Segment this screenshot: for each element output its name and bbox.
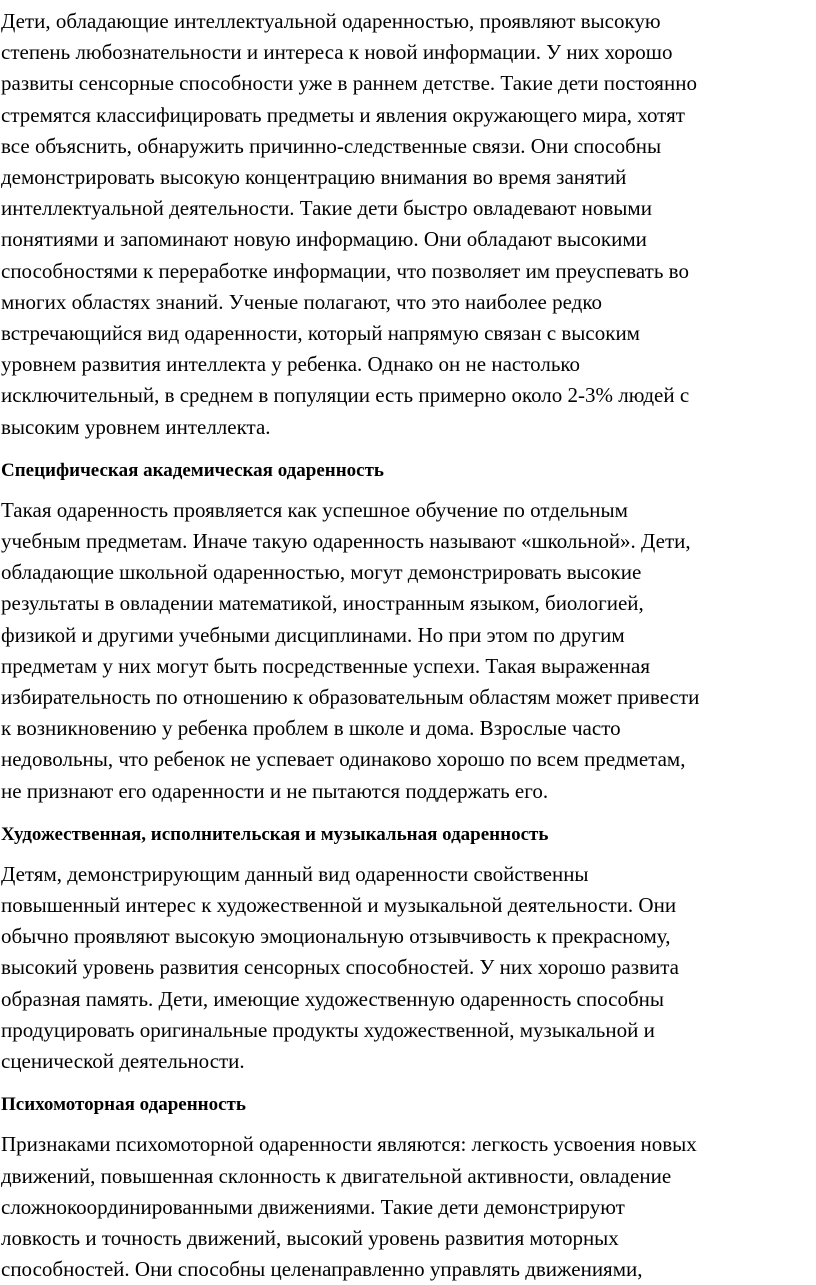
section-heading-academic: Специфическая академическая одаренность [1,459,384,481]
section-paragraph-psychomotor: Признаками психомоторной одаренности являются: легкость усвоения новых движений, повышенная склонность к двигательной активности, овладение сложнокоординированными движениями. Такие дети демонстрируют ловкость и точность движений, высокий уровень развития моторных способностей. Они способны целенаправленно управлять движениями, [1,1132,697,1282]
section-heading-artistic: Художественная, исполнительская и музыкальная одаренность [1,823,549,845]
section-paragraph-academic: Такая одаренность проявляется как успешное обучение по отдельным учебным предметам. Иначе такую одаренность называют «школьной». Дети, обладающие школьной одаренностью, могут демонстрировать высокие результаты в овладении математикой, иностранным языком, биологией, физикой и другими учебными дисциплинами. Но при этом по другим предметам у них могут быть посредственные успехи. Такая выраженная избирательность по отношению к образовательным областям может привести к возникновению у ребенка проблем в школе и дома. Взрослые часто недовольны, что ребенок не успевает одинаково хорошо по всем предметам, не признают его одаренности и не пытаются поддержать его. [1,497,700,803]
intro-paragraph: Дети, обладающие интеллектуальной одаренностью, проявляют высокую степень любознательности и интереса к новой информации. У них хорошо развиты сенсорные способности уже в раннем детстве. Такие дети постоянно стремятся классифицировать предметы и явления окружающего мира, хотят все объяснить, обнаружить причинно-следственные связи. Они способны демонстрировать высокую концентрацию внимания во время занятий интеллектуальной деятельности. Такие дети быстро овладевают новыми понятиями и запоминают новую информацию. Они обладают высокими способностями к переработке информации, что позволяет им преуспевать во многих областях знаний. Ученые полагают, что это наиболее редко встречающийся вид одаренности, который напрямую связан с высоким уровнем развития интеллекта у ребенка. Однако он не настолько исключительный, в среднем в популяции есть примерно около 2-3% людей с высоким уровнем интеллекта. [1,9,697,439]
section-heading-psychomotor: Психомоторная одаренность [1,1094,246,1116]
section-paragraph-artistic: Детям, демонстрирующим данный вид одаренности свойственны повышенный интерес к художественной и музыкальной деятельности. Они обычно проявляют высокую эмоциональную отзывчивость к прекрасному, высокий уровень развития сенсорных способностей. У них хорошо развита образная память. Дети, имеющие художественную одаренность способны продуцировать оригинальные продукты художественной, музыкальной и сценической деятельности. [1,861,679,1074]
